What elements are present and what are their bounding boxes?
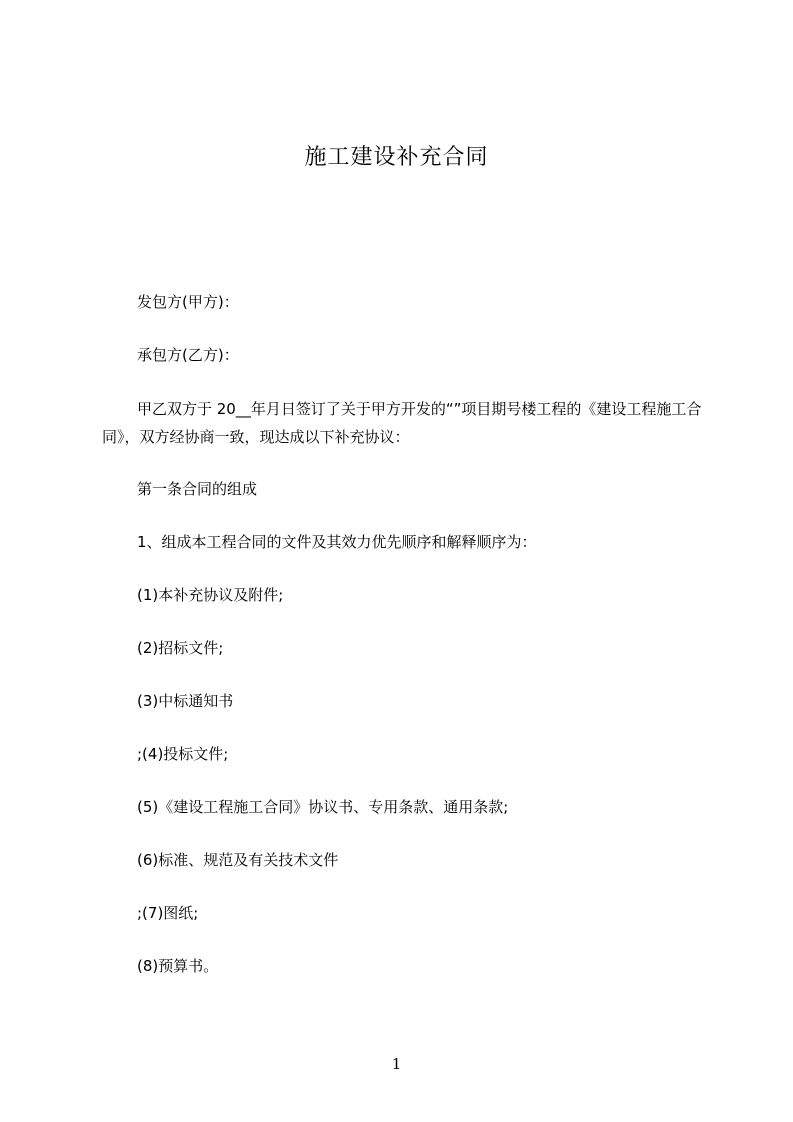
list-item: ;(7)图纸;: [137, 904, 199, 922]
list-item: ;(4)投标文件;: [137, 745, 229, 763]
list-item: (6)标准、规范及有关技术文件: [137, 851, 339, 869]
article-heading: 第一条合同的组成: [137, 480, 258, 498]
party-a-line: 发包方(甲方)：: [137, 293, 239, 311]
list-item: (3)中标通知书: [137, 692, 234, 710]
intro-paragraph: 甲乙双方于 20__年月日签订了关于甲方开发的“”项目期号楼工程的《建设工程施工合同》，双方经协商一致，现达成以下补充协议：: [102, 400, 702, 446]
list-item: (8)预算书。: [137, 957, 219, 975]
party-b-line: 承包方(乙方)：: [137, 346, 239, 364]
clause-text: 1、组成本工程合同的文件及其效力优先顺序和解释顺序为：: [137, 533, 537, 551]
list-item: (1)本补充协议及附件;: [137, 586, 284, 604]
document-title: 施工建设补充合同: [304, 145, 489, 170]
list-item: (2)招标文件;: [137, 639, 224, 657]
page-number: 1: [391, 1055, 402, 1073]
list-item: (5)《建设工程施工合同》协议书、专用条款、通用条款;: [137, 798, 509, 816]
